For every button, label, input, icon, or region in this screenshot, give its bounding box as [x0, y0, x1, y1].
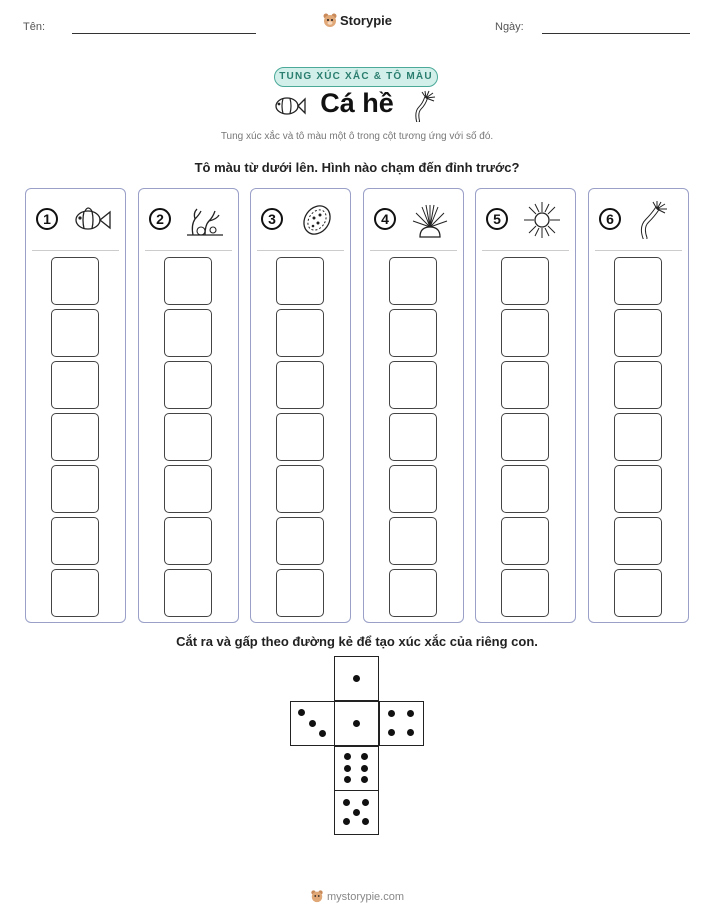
column-divider: [482, 250, 569, 251]
column-number: 6: [599, 208, 621, 230]
dice-pip: [361, 753, 368, 760]
color-cell[interactable]: [389, 361, 437, 409]
column-number: 5: [486, 208, 508, 230]
dice-pip: [344, 765, 351, 772]
color-cell[interactable]: [501, 413, 549, 461]
dice-pip: [362, 799, 369, 806]
color-cell[interactable]: [276, 413, 324, 461]
color-cell[interactable]: [276, 465, 324, 513]
column-divider: [595, 250, 682, 251]
color-cell[interactable]: [501, 569, 549, 617]
color-cell[interactable]: [614, 361, 662, 409]
dice-pip: [353, 675, 360, 682]
page-subtitle: Tung xúc xắc và tô màu một ô trong cột tương ứng với số đó.: [220, 131, 494, 142]
footer: [0, 889, 714, 903]
dice-pip: [388, 710, 395, 717]
dice-pip: [362, 818, 369, 825]
sea-urchin-icon: [520, 201, 564, 239]
column-6: [588, 188, 689, 623]
column-number: 4: [374, 208, 396, 230]
color-cell[interactable]: [389, 309, 437, 357]
color-cell[interactable]: [389, 465, 437, 513]
dice-pip: [319, 730, 326, 737]
clownfish-icon: [70, 201, 114, 239]
bear-icon: [322, 12, 338, 28]
color-cell[interactable]: [614, 413, 662, 461]
column-number: 3: [261, 208, 283, 230]
color-cell[interactable]: [389, 517, 437, 565]
brand-name: Storypie: [339, 13, 392, 28]
dice-pip: [388, 729, 395, 736]
column-4: [363, 188, 464, 623]
color-cell[interactable]: [614, 257, 662, 305]
color-cell[interactable]: [164, 413, 212, 461]
color-cell[interactable]: [51, 465, 99, 513]
dice-pip: [407, 729, 414, 736]
dice-face-1: [334, 656, 379, 701]
coral-icon: [183, 201, 227, 239]
dice-pip: [343, 799, 350, 806]
name-line[interactable]: [72, 33, 256, 34]
column-number: 1: [36, 208, 58, 230]
color-cell[interactable]: [501, 465, 549, 513]
dice-pip: [298, 709, 305, 716]
color-cell[interactable]: [164, 569, 212, 617]
footer-url[interactable]: mystorypie.com: [326, 891, 405, 903]
dice-pip: [407, 710, 414, 717]
color-cell[interactable]: [164, 257, 212, 305]
color-cell[interactable]: [389, 413, 437, 461]
color-cell[interactable]: [276, 309, 324, 357]
color-cell[interactable]: [501, 309, 549, 357]
color-cell[interactable]: [614, 569, 662, 617]
color-cell[interactable]: [389, 569, 437, 617]
dice-pip: [344, 753, 351, 760]
color-cell[interactable]: [164, 361, 212, 409]
column-5: [475, 188, 576, 623]
column-3: [250, 188, 351, 623]
activity-badge: TUNG XÚC XẮC & TÔ MÀU: [274, 67, 438, 87]
instruction-text: Tô màu từ dưới lên. Hình nào chạm đến đỉnh trước?: [194, 160, 520, 175]
column-divider: [370, 250, 457, 251]
color-cell[interactable]: [51, 569, 99, 617]
sea-anemone-icon: [408, 201, 452, 239]
color-cell[interactable]: [51, 517, 99, 565]
brand-logo: [0, 12, 714, 28]
sponge-icon: [295, 201, 339, 239]
color-cell[interactable]: [276, 361, 324, 409]
dice-face-4: [379, 701, 424, 746]
dice-pip: [343, 818, 350, 825]
name-label: Tên:: [23, 21, 46, 33]
color-cell[interactable]: [164, 465, 212, 513]
dice-pip: [309, 720, 316, 727]
dice-face-5: [334, 790, 379, 835]
dice-pip: [353, 720, 360, 727]
dice-pip: [344, 776, 351, 783]
dice-face-3: [290, 701, 335, 746]
date-line[interactable]: [542, 33, 690, 34]
column-2: [138, 188, 239, 623]
dice-face-6: [334, 746, 379, 791]
color-cell[interactable]: [276, 517, 324, 565]
color-cell[interactable]: [164, 517, 212, 565]
dice-pip: [361, 776, 368, 783]
color-cell[interactable]: [501, 257, 549, 305]
dice-pip: [353, 809, 360, 816]
color-cell[interactable]: [614, 309, 662, 357]
cut-instruction: Cắt ra và gấp theo đường kẻ để tạo xúc xắc của riêng con.: [176, 634, 538, 649]
page-title: Cá hề: [320, 88, 394, 118]
color-cell[interactable]: [501, 361, 549, 409]
color-cell[interactable]: [276, 569, 324, 617]
color-cell[interactable]: [51, 309, 99, 357]
color-cell[interactable]: [51, 257, 99, 305]
color-cell[interactable]: [614, 465, 662, 513]
bear-icon: [310, 889, 324, 903]
tube-worm-icon: [412, 90, 440, 122]
color-cell[interactable]: [389, 257, 437, 305]
tube-worm-icon: [633, 201, 677, 239]
column-divider: [32, 250, 119, 251]
dice-face-1: [334, 701, 379, 746]
column-1: [25, 188, 126, 623]
color-cell[interactable]: [276, 257, 324, 305]
color-cell[interactable]: [164, 309, 212, 357]
column-divider: [257, 250, 344, 251]
color-cell[interactable]: [51, 413, 99, 461]
color-cell[interactable]: [614, 517, 662, 565]
color-cell[interactable]: [51, 361, 99, 409]
date-label: Ngày:: [495, 21, 524, 33]
column-divider: [145, 250, 232, 251]
column-number: 2: [149, 208, 171, 230]
color-cell[interactable]: [501, 517, 549, 565]
dice-pip: [361, 765, 368, 772]
